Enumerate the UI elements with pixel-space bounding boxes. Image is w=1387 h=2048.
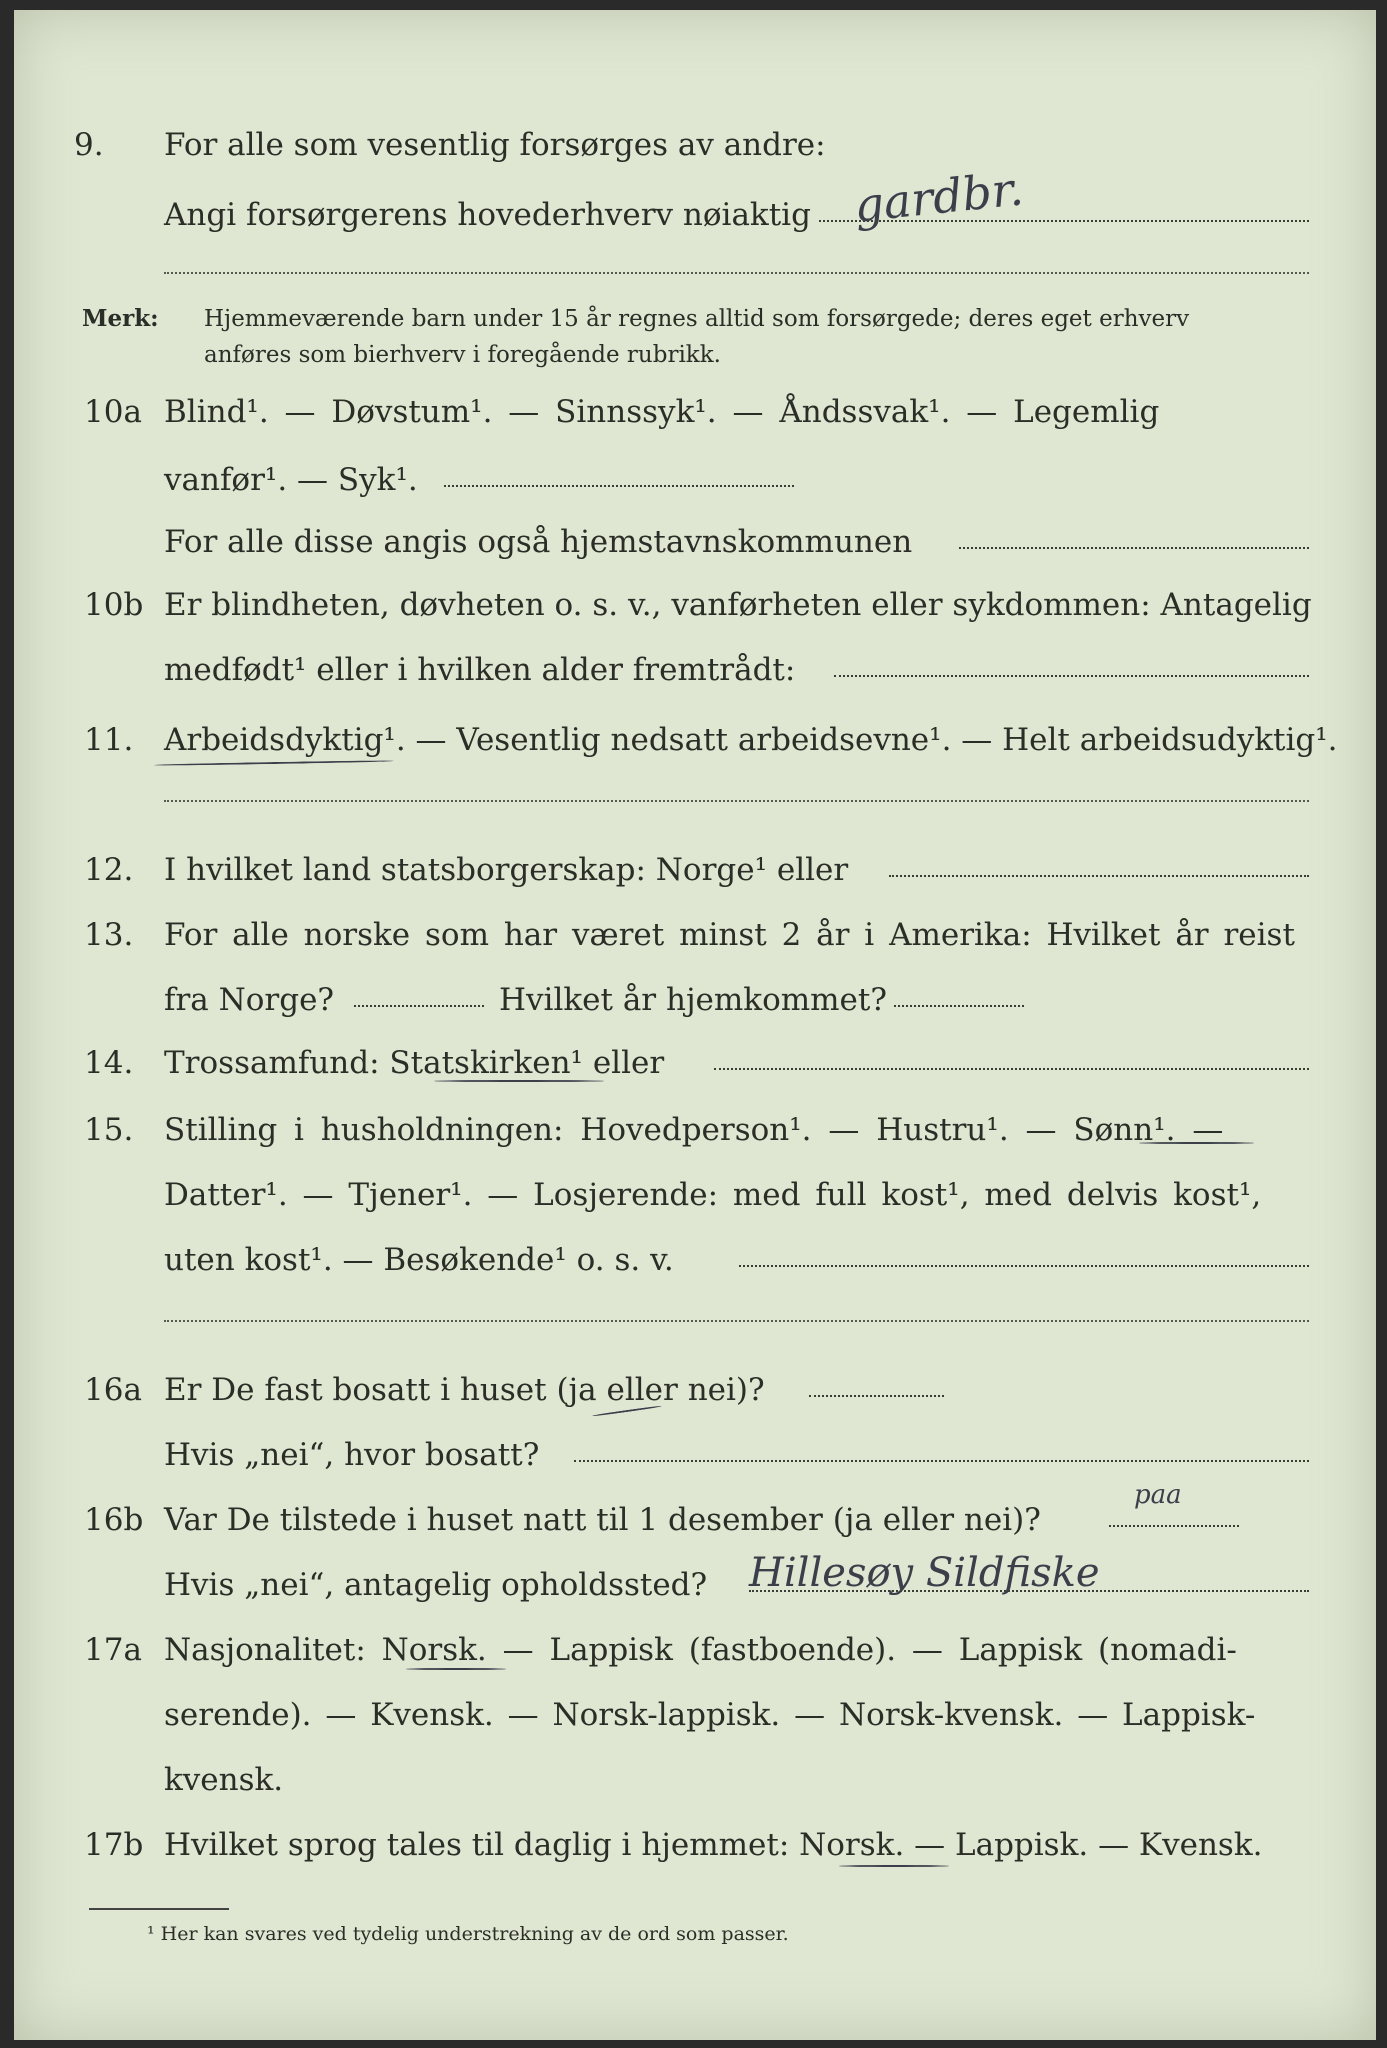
- question-13-line-1: For alle norske som har været minst 2 år i Amerika: Hvilket år reist: [164, 917, 1295, 953]
- question-10a-line-3: For alle disse angis også hjemstavnskommunen: [164, 524, 913, 560]
- handwritten-answer-16b: Hillesøy Sildfiske: [749, 1550, 1100, 1596]
- question-13-line-2b: Hvilket år hjemkommet?: [499, 982, 887, 1018]
- question-10a-line-2: vanfør¹. — Syk¹.: [164, 462, 418, 498]
- answer-line-16b: [1109, 1525, 1239, 1527]
- item-number-11: 11.: [84, 722, 134, 758]
- question-17a-line-2: serende). — Kvensk. — Norsk-lappisk. — Norsk-kvensk. — Lappisk-: [164, 1697, 1256, 1733]
- item-number-10a: 10a: [84, 394, 142, 430]
- question-10a-line-1: Blind¹. — Døvstum¹. — Sinnssyk¹. — Åndssvak¹. — Legemlig: [164, 394, 1160, 430]
- handwritten-insert-paa: paa: [1134, 1480, 1182, 1510]
- handwritten-answer-9: gardbr.: [851, 161, 1026, 233]
- question-13-line-2a: fra Norge?: [164, 982, 335, 1018]
- note-line-1: Hjemmeværende barn under 15 år regnes alltid som forsørgede; deres eget erhverv: [204, 306, 1190, 332]
- question-17a-line-3: kvensk.: [164, 1762, 284, 1798]
- question-17a-line-1: Nasjonalitet: Norsk. — Lappisk (fastboende). — Lappisk (nomadi-: [164, 1632, 1237, 1668]
- item-number-10b: 10b: [84, 587, 144, 623]
- question-16b-line-1: Var De tilstede i huset natt til 1 desember (ja eller nei)?: [164, 1502, 1041, 1538]
- item-number-9: 9.: [74, 127, 104, 163]
- footnote: ¹ Her kan svares ved tydelig understrekning av de ord som passer.: [147, 1923, 789, 1945]
- note-line-2: anføres som bierhverv i foregående rubrikk.: [204, 342, 721, 368]
- question-15-line-3: uten kost¹. — Besøkende¹ o. s. v.: [164, 1242, 674, 1278]
- question-9-line-1: For alle som vesentlig forsørges av andre:: [164, 127, 826, 163]
- answer-line-13-reist: [354, 1005, 484, 1007]
- item-number-13: 13.: [84, 917, 134, 953]
- item-number-17a: 17a: [84, 1632, 142, 1668]
- answer-line-16a-bosatt: [574, 1460, 1309, 1462]
- item-number-16b: 16b: [84, 1502, 144, 1538]
- underline-sonn: [1139, 1142, 1254, 1144]
- footnote-divider: [89, 1908, 229, 1910]
- question-12-line-1: I hvilket land statsborgerskap: Norge¹ eller: [164, 852, 849, 888]
- question-14-line-1: Trossamfund: Statskirken¹ eller: [164, 1045, 665, 1081]
- question-15-line-1: Stilling i husholdningen: Hovedperson¹. — Hustru¹. — Sønn¹. —: [164, 1112, 1224, 1148]
- answer-line-10b: [834, 675, 1309, 677]
- answer-line-13-hjemkommet: [894, 1005, 1024, 1007]
- underline-norsk-17a: [406, 1668, 506, 1670]
- divider-11: [164, 800, 1309, 802]
- answer-line-16a: [809, 1395, 944, 1397]
- item-number-16a: 16a: [84, 1372, 142, 1408]
- divider-9: [164, 272, 1309, 274]
- item-number-17b: 17b: [84, 1827, 144, 1863]
- question-10b-line-1: Er blindheten, døvheten o. s. v., vanførheten eller sykdommen: Antagelig: [164, 587, 1312, 623]
- question-15-line-2: Datter¹. — Tjener¹. — Losjerende: med full kost¹, med delvis kost¹,: [164, 1177, 1262, 1213]
- note-label: Merk:: [82, 305, 159, 332]
- item-number-12: 12.: [84, 852, 134, 888]
- underline-norsk-17b: [839, 1865, 949, 1867]
- underline-statskirken: [434, 1080, 604, 1082]
- question-16b-line-2: Hvis „nei“, antagelig opholdssted?: [164, 1567, 708, 1603]
- answer-line-10a-home: [959, 547, 1309, 549]
- answer-line-10a: [444, 485, 794, 487]
- question-16a-line-2: Hvis „nei“, hvor bosatt?: [164, 1437, 540, 1473]
- question-17b-line-1: Hvilket sprog tales til daglig i hjemmet: Norsk. — Lappisk. — Kvensk.: [164, 1827, 1263, 1863]
- question-10b-line-2: medfødt¹ eller i hvilken alder fremtrådt:: [164, 652, 796, 688]
- question-11-line-1: Arbeidsdyktig¹. — Vesentlig nedsatt arbeidsevne¹. — Helt arbeidsudyktig¹.: [164, 722, 1338, 758]
- question-16a-line-1: Er De fast bosatt i huset (ja eller nei)?: [164, 1372, 765, 1408]
- answer-line-15: [739, 1265, 1309, 1267]
- question-9-line-2: Angi forsørgerens hovederhverv nøiaktig: [164, 197, 811, 233]
- divider-15: [164, 1320, 1309, 1322]
- answer-line-16b-opholdssted: [749, 1590, 1309, 1592]
- underline-arbeidsdyktig: [154, 760, 394, 766]
- census-form-page: [14, 10, 1376, 2040]
- answer-line-14: [714, 1068, 1309, 1070]
- item-number-15: 15.: [84, 1112, 134, 1148]
- item-number-14: 14.: [84, 1045, 134, 1081]
- answer-line-12: [889, 875, 1309, 877]
